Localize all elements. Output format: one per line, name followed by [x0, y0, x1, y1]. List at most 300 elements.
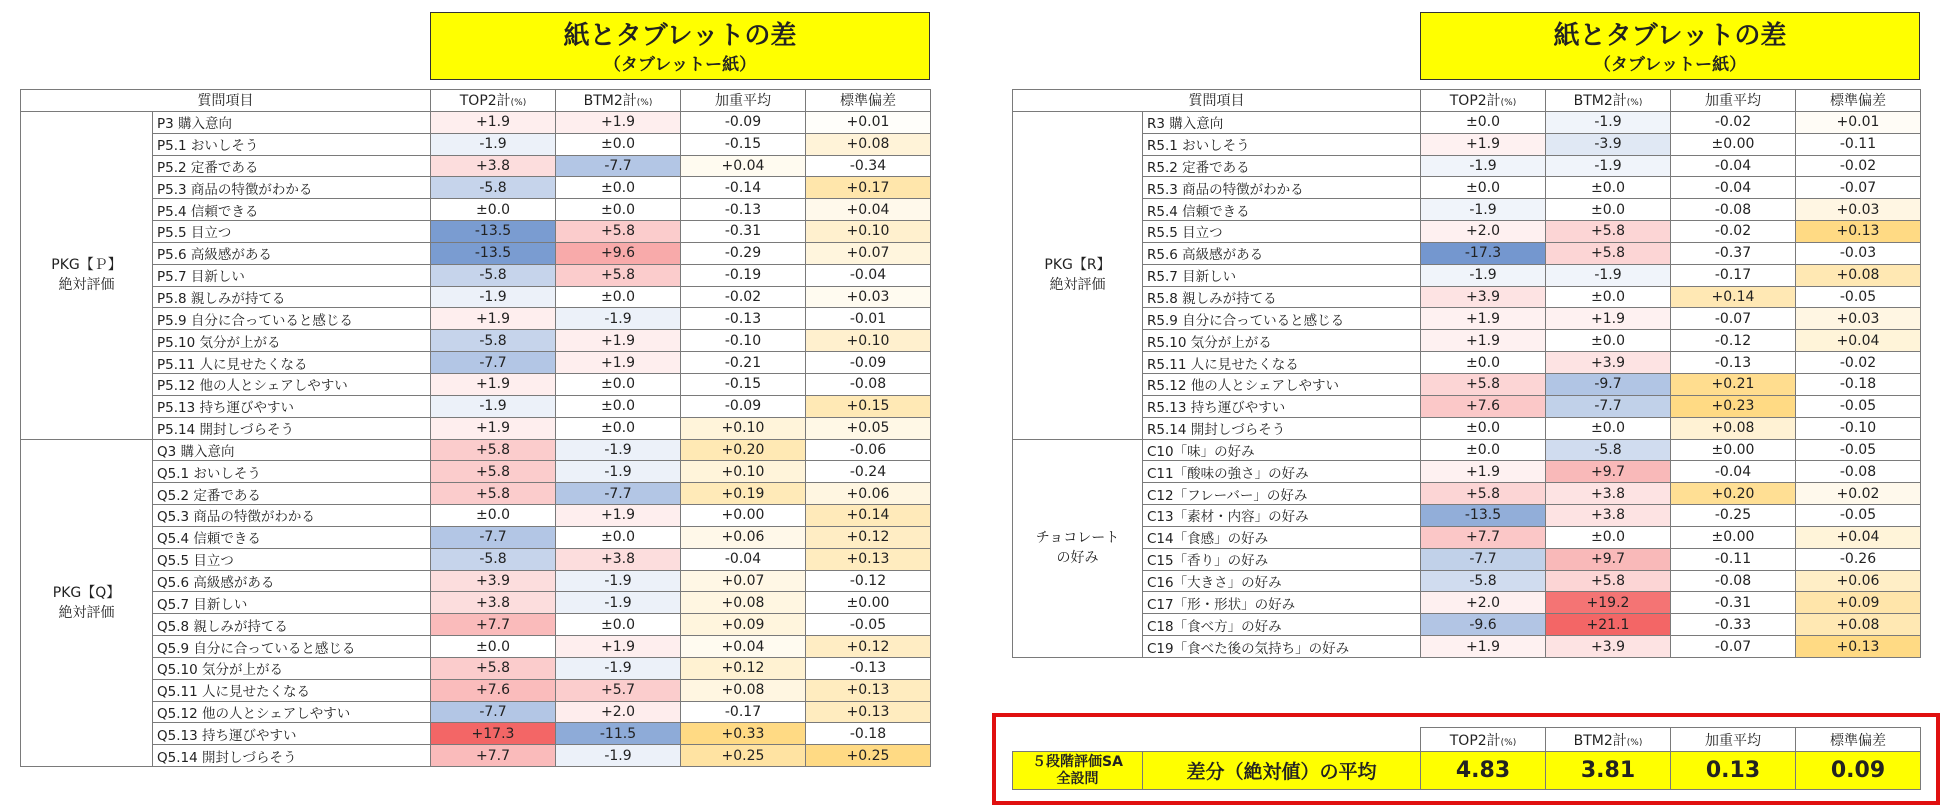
top2-cell: +1.9 — [1421, 636, 1546, 658]
question-item: P5.5 目立つ — [153, 221, 431, 243]
mean-cell: -0.37 — [1671, 242, 1796, 264]
sd-cell: -0.13 — [806, 657, 931, 679]
top2-cell: -1.9 — [1421, 155, 1546, 177]
table-row — [21, 133, 931, 155]
mean-cell: -0.33 — [1671, 614, 1796, 636]
question-item: C12「フレーバー」の好み — [1143, 483, 1421, 505]
question-item: Q5.6 高級感がある — [153, 570, 431, 592]
table-row — [1013, 417, 1921, 439]
sd-cell: +0.03 — [806, 286, 931, 308]
sd-cell: +0.12 — [806, 636, 931, 658]
question-item: R5.4 信頼できる — [1143, 199, 1421, 221]
top2-cell: -13.5 — [1421, 505, 1546, 527]
btm2-cell: +1.9 — [1546, 308, 1671, 330]
mean-cell: +0.08 — [1671, 417, 1796, 439]
mean-cell: ±0.00 — [1671, 526, 1796, 548]
table-row — [1013, 614, 1921, 636]
question-item: C13「素材・内容」の好み — [1143, 505, 1421, 527]
question-item: C17「形・形状」の好み — [1143, 592, 1421, 614]
sd-cell: +0.25 — [806, 745, 931, 767]
left-table — [20, 89, 931, 767]
btm2-cell: +2.0 — [556, 701, 681, 723]
table-row — [1013, 373, 1921, 395]
mean-cell: -0.15 — [681, 133, 806, 155]
btm2-cell: +5.8 — [1546, 570, 1671, 592]
btm2-cell: +19.2 — [1546, 592, 1671, 614]
btm2-cell: -1.9 — [556, 745, 681, 767]
sd-cell: +0.08 — [1796, 264, 1921, 286]
top2-cell: +1.9 — [431, 417, 556, 439]
table-row — [21, 264, 931, 286]
question-item: R3 購入意向 — [1143, 111, 1421, 133]
top2-cell: +3.8 — [431, 592, 556, 614]
sd-cell: -0.01 — [806, 308, 931, 330]
table-row — [1013, 286, 1921, 308]
btm2-cell: +3.8 — [1546, 505, 1671, 527]
question-item: Q5.7 目新しい — [153, 592, 431, 614]
btm2-cell: ±0.0 — [556, 133, 681, 155]
header-top2: TOP2計(%) — [431, 90, 556, 112]
question-item: C19「食べた後の気持ち」の好み — [1143, 636, 1421, 658]
header-mean: 加重平均 — [681, 90, 806, 112]
sd-cell: -0.04 — [806, 264, 931, 286]
question-item: Q3 購入意向 — [153, 439, 431, 461]
question-item: Q5.1 おいしそう — [153, 461, 431, 483]
table-row — [1013, 636, 1921, 658]
summary-empty-cell — [1143, 728, 1421, 752]
btm2-cell: -1.9 — [1546, 264, 1671, 286]
group-label: PKG【Ｐ】 絶対評価 — [21, 111, 153, 439]
question-item: R5.2 定番である — [1143, 155, 1421, 177]
top2-cell: +1.9 — [1421, 330, 1546, 352]
top2-cell: -5.8 — [431, 330, 556, 352]
table-row — [1013, 592, 1921, 614]
btm2-cell: +5.8 — [556, 264, 681, 286]
summary-header-top2: TOP2計(%) — [1421, 728, 1546, 752]
table-row — [21, 308, 931, 330]
top2-cell: -1.9 — [1421, 264, 1546, 286]
question-item: Q5.4 信頼できる — [153, 526, 431, 548]
mean-cell: -0.13 — [681, 199, 806, 221]
question-item: C15「香り」の好み — [1143, 548, 1421, 570]
mean-cell: -0.04 — [1671, 155, 1796, 177]
btm2-cell: ±0.0 — [556, 199, 681, 221]
btm2-cell: ±0.0 — [1546, 177, 1671, 199]
mean-cell: -0.17 — [681, 701, 806, 723]
mean-cell: -0.17 — [1671, 264, 1796, 286]
question-item: P5.11 人に見せたくなる — [153, 352, 431, 374]
mean-cell: -0.11 — [1671, 548, 1796, 570]
btm2-cell: +9.7 — [1546, 548, 1671, 570]
top2-cell: +7.6 — [431, 679, 556, 701]
table-row — [1013, 155, 1921, 177]
mean-cell: +0.12 — [681, 657, 806, 679]
table-row — [21, 526, 931, 548]
btm2-cell: +9.7 — [1546, 461, 1671, 483]
mean-cell: -0.04 — [1671, 461, 1796, 483]
sd-cell: -0.18 — [1796, 373, 1921, 395]
sd-cell: +0.08 — [1796, 614, 1921, 636]
table-row — [1013, 308, 1921, 330]
top2-cell: +1.9 — [431, 373, 556, 395]
mean-cell: -0.31 — [681, 221, 806, 243]
sd-cell: +0.13 — [806, 701, 931, 723]
top2-cell: +5.8 — [1421, 373, 1546, 395]
top2-cell: ±0.0 — [431, 636, 556, 658]
summary-table — [1012, 727, 1921, 790]
mean-cell: -0.31 — [1671, 592, 1796, 614]
header-sd: 標準偏差 — [1796, 90, 1921, 112]
mean-cell: -0.13 — [1671, 352, 1796, 374]
mean-cell: +0.14 — [1671, 286, 1796, 308]
summary-header-btm2: BTM2計(%) — [1546, 728, 1671, 752]
top2-cell: -7.7 — [431, 526, 556, 548]
sd-cell: +0.06 — [806, 483, 931, 505]
btm2-cell: -1.9 — [556, 570, 681, 592]
top2-cell: -9.6 — [1421, 614, 1546, 636]
sd-cell: +0.13 — [1796, 636, 1921, 658]
top2-cell: -1.9 — [431, 133, 556, 155]
table-row — [21, 330, 931, 352]
question-item: R5.1 おいしそう — [1143, 133, 1421, 155]
btm2-cell: -7.7 — [1546, 395, 1671, 417]
mean-cell: -0.13 — [681, 308, 806, 330]
summary-title: 差分（絶対値）の平均 — [1143, 752, 1421, 790]
question-item: R5.6 高級感がある — [1143, 242, 1421, 264]
mean-cell: -0.25 — [1671, 505, 1796, 527]
question-item: R5.3 商品の特徴がわかる — [1143, 177, 1421, 199]
top2-cell: -7.7 — [431, 352, 556, 374]
summary-header-sd: 標準偏差 — [1796, 728, 1921, 752]
top2-cell: +1.9 — [1421, 461, 1546, 483]
mean-cell: +0.25 — [681, 745, 806, 767]
summary-top2-value: 4.83 — [1421, 752, 1546, 790]
table-row — [21, 701, 931, 723]
btm2-cell: ±0.0 — [556, 373, 681, 395]
table-row — [1013, 505, 1921, 527]
btm2-cell: +3.8 — [1546, 483, 1671, 505]
sd-cell: +0.12 — [806, 526, 931, 548]
top2-cell: -7.7 — [1421, 548, 1546, 570]
table-row — [21, 155, 931, 177]
sd-cell: +0.04 — [1796, 526, 1921, 548]
top2-cell: +5.8 — [431, 657, 556, 679]
question-item: C16「大きさ」の好み — [1143, 570, 1421, 592]
sd-cell: -0.05 — [1796, 505, 1921, 527]
question-item: R5.13 持ち運びやすい — [1143, 395, 1421, 417]
table-row — [21, 745, 931, 767]
mean-cell: -0.02 — [1671, 221, 1796, 243]
question-item: Q5.3 商品の特徴がわかる — [153, 505, 431, 527]
mean-cell: -0.10 — [681, 330, 806, 352]
btm2-cell: +9.6 — [556, 242, 681, 264]
top2-cell: -5.8 — [431, 177, 556, 199]
right-table — [1012, 89, 1921, 658]
mean-cell: +0.07 — [681, 570, 806, 592]
top2-cell: -17.3 — [1421, 242, 1546, 264]
table-row — [21, 242, 931, 264]
header-row — [1013, 90, 1921, 112]
question-item: R5.10 気分が上がる — [1143, 330, 1421, 352]
top2-cell: +1.9 — [1421, 308, 1546, 330]
header-mean: 加重平均 — [1671, 90, 1796, 112]
btm2-cell: ±0.0 — [1546, 330, 1671, 352]
sd-cell: +0.15 — [806, 395, 931, 417]
btm2-cell: -9.7 — [1546, 373, 1671, 395]
btm2-cell: +5.8 — [1546, 221, 1671, 243]
header-item: 質問項目 — [21, 90, 431, 112]
question-item: Q5.8 親しみが持てる — [153, 614, 431, 636]
table-row — [1013, 111, 1921, 133]
table-row — [1013, 483, 1921, 505]
top2-cell: ±0.0 — [1421, 417, 1546, 439]
table-row — [21, 111, 931, 133]
mean-cell: +0.20 — [1671, 483, 1796, 505]
top2-cell: +3.9 — [1421, 286, 1546, 308]
top2-cell: +5.8 — [431, 461, 556, 483]
question-item: P5.10 気分が上がる — [153, 330, 431, 352]
summary-empty-cell — [1013, 728, 1143, 752]
summary-header-row — [1013, 728, 1921, 752]
sd-cell: +0.04 — [1796, 330, 1921, 352]
sd-cell: -0.02 — [1796, 155, 1921, 177]
mean-cell: -0.08 — [1671, 199, 1796, 221]
table-row — [21, 548, 931, 570]
header-sd: 標準偏差 — [806, 90, 931, 112]
table-row — [21, 286, 931, 308]
sd-cell: +0.17 — [806, 177, 931, 199]
mean-cell: -0.14 — [681, 177, 806, 199]
btm2-cell: -1.9 — [1546, 155, 1671, 177]
mean-cell: -0.07 — [1671, 308, 1796, 330]
top2-cell: +2.0 — [1421, 592, 1546, 614]
question-item: R5.9 自分に合っていると感じる — [1143, 308, 1421, 330]
table-row — [1013, 570, 1921, 592]
top2-cell: ±0.0 — [1421, 177, 1546, 199]
sd-cell: -0.05 — [1796, 439, 1921, 461]
top2-cell: +2.0 — [1421, 221, 1546, 243]
mean-cell: ±0.00 — [1671, 133, 1796, 155]
question-item: Q5.11 人に見せたくなる — [153, 679, 431, 701]
table-row — [21, 723, 931, 745]
sd-cell: +0.13 — [1796, 221, 1921, 243]
top2-cell: ±0.0 — [431, 199, 556, 221]
question-item: C10「味」の好み — [1143, 439, 1421, 461]
sd-cell: +0.01 — [1796, 111, 1921, 133]
table-row — [21, 199, 931, 221]
table-row — [1013, 461, 1921, 483]
top2-cell: -5.8 — [431, 548, 556, 570]
table-row — [1013, 330, 1921, 352]
table-row — [21, 461, 931, 483]
question-item: Q5.14 開封しづらそう — [153, 745, 431, 767]
table-row — [21, 221, 931, 243]
btm2-cell: -7.7 — [556, 155, 681, 177]
mean-cell: +0.09 — [681, 614, 806, 636]
top2-cell: ±0.0 — [1421, 352, 1546, 374]
question-item: P5.9 自分に合っていると感じる — [153, 308, 431, 330]
btm2-cell: +5.7 — [556, 679, 681, 701]
top2-cell: +3.8 — [431, 155, 556, 177]
table-row — [1013, 199, 1921, 221]
group-label: PKG【Q】 絶対評価 — [21, 439, 153, 767]
btm2-cell: -1.9 — [556, 308, 681, 330]
sd-cell: -0.11 — [1796, 133, 1921, 155]
mean-cell: -0.09 — [681, 111, 806, 133]
top2-cell: +1.9 — [431, 308, 556, 330]
table-row — [21, 614, 931, 636]
sd-cell: -0.02 — [1796, 352, 1921, 374]
top2-cell: -5.8 — [1421, 570, 1546, 592]
table-row — [1013, 242, 1921, 264]
top2-cell: +7.6 — [1421, 395, 1546, 417]
top2-cell: ±0.0 — [431, 505, 556, 527]
sd-cell: -0.05 — [806, 614, 931, 636]
table-row — [21, 439, 931, 461]
table-row — [21, 679, 931, 701]
question-item: Q5.10 気分が上がる — [153, 657, 431, 679]
btm2-cell: -1.9 — [556, 439, 681, 461]
header-item: 質問項目 — [1013, 90, 1421, 112]
top2-cell: +5.8 — [431, 439, 556, 461]
btm2-cell: ±0.0 — [556, 614, 681, 636]
btm2-cell: -7.7 — [556, 483, 681, 505]
sd-cell: +0.13 — [806, 548, 931, 570]
summary-sd-value: 0.09 — [1796, 752, 1921, 790]
sd-cell: +0.10 — [806, 330, 931, 352]
question-item: P5.8 親しみが持てる — [153, 286, 431, 308]
sd-cell: -0.07 — [1796, 177, 1921, 199]
mean-cell: +0.19 — [681, 483, 806, 505]
mean-cell: +0.23 — [1671, 395, 1796, 417]
question-item: P5.7 目新しい — [153, 264, 431, 286]
btm2-cell: +5.8 — [556, 221, 681, 243]
btm2-cell: +1.9 — [556, 111, 681, 133]
question-item: P5.2 定番である — [153, 155, 431, 177]
question-item: P5.3 商品の特徴がわかる — [153, 177, 431, 199]
group-label: チョコレート の好み — [1013, 439, 1143, 657]
question-item: R5.5 目立つ — [1143, 221, 1421, 243]
sd-cell: +0.09 — [1796, 592, 1921, 614]
question-item: Q5.12 他の人とシェアしやすい — [153, 701, 431, 723]
top2-cell: -1.9 — [431, 286, 556, 308]
header-row — [21, 90, 931, 112]
top2-cell: -7.7 — [431, 701, 556, 723]
table-row — [21, 417, 931, 439]
sd-cell: -0.34 — [806, 155, 931, 177]
btm2-cell: +1.9 — [556, 352, 681, 374]
sd-cell: -0.08 — [1796, 461, 1921, 483]
question-item: P5.12 他の人とシェアしやすい — [153, 373, 431, 395]
mean-cell: -0.02 — [1671, 111, 1796, 133]
sd-cell: +0.08 — [806, 133, 931, 155]
summary-header-mean: 加重平均 — [1671, 728, 1796, 752]
table-row — [1013, 177, 1921, 199]
table-row — [21, 177, 931, 199]
summary-btm2-value: 3.81 — [1546, 752, 1671, 790]
sd-cell: +0.04 — [806, 199, 931, 221]
btm2-cell: +5.8 — [1546, 242, 1671, 264]
table-row — [21, 592, 931, 614]
mean-cell: +0.08 — [681, 679, 806, 701]
table-row — [1013, 352, 1921, 374]
btm2-cell: ±0.0 — [1546, 199, 1671, 221]
mean-cell: ±0.00 — [1671, 439, 1796, 461]
sd-cell: +0.02 — [1796, 483, 1921, 505]
btm2-cell: ±0.0 — [1546, 417, 1671, 439]
summary-value-row — [1013, 752, 1921, 790]
mean-cell: +0.33 — [681, 723, 806, 745]
question-item: Q5.13 持ち運びやすい — [153, 723, 431, 745]
question-item: P5.14 開封しづらそう — [153, 417, 431, 439]
right-banner-title: 紙とタブレットの差 — [1553, 21, 1787, 51]
sd-cell: +0.03 — [1796, 199, 1921, 221]
btm2-cell: -3.9 — [1546, 133, 1671, 155]
table-row — [1013, 548, 1921, 570]
sd-cell: +0.10 — [806, 221, 931, 243]
table-row — [21, 352, 931, 374]
mean-cell: -0.02 — [681, 286, 806, 308]
mean-cell: -0.09 — [681, 395, 806, 417]
mean-cell: +0.08 — [681, 592, 806, 614]
mean-cell: +0.06 — [681, 526, 806, 548]
question-item: R5.14 開封しづらそう — [1143, 417, 1421, 439]
top2-cell: +17.3 — [431, 723, 556, 745]
sd-cell: -0.24 — [806, 461, 931, 483]
table-row — [1013, 133, 1921, 155]
mean-cell: -0.19 — [681, 264, 806, 286]
left-banner-title: 紙とタブレットの差 — [563, 21, 797, 51]
question-item: R5.11 人に見せたくなる — [1143, 352, 1421, 374]
mean-cell: +0.21 — [1671, 373, 1796, 395]
table-row — [1013, 526, 1921, 548]
btm2-cell: +21.1 — [1546, 614, 1671, 636]
top2-cell: +7.7 — [431, 614, 556, 636]
mean-cell: +0.04 — [681, 636, 806, 658]
table-row — [1013, 439, 1921, 461]
table-row — [1013, 264, 1921, 286]
top2-cell: +3.9 — [431, 570, 556, 592]
top2-cell: ±0.0 — [1421, 439, 1546, 461]
btm2-cell: +3.9 — [1546, 636, 1671, 658]
btm2-cell: +1.9 — [556, 330, 681, 352]
sd-cell: -0.18 — [806, 723, 931, 745]
sd-cell: -0.06 — [806, 439, 931, 461]
sd-cell: -0.26 — [1796, 548, 1921, 570]
mean-cell: -0.04 — [1671, 177, 1796, 199]
mean-cell: +0.04 — [681, 155, 806, 177]
question-item: Q5.2 定番である — [153, 483, 431, 505]
sd-cell: -0.08 — [806, 373, 931, 395]
btm2-cell: +1.9 — [556, 505, 681, 527]
mean-cell: -0.08 — [1671, 570, 1796, 592]
right-banner — [1420, 12, 1920, 80]
top2-cell: +1.9 — [1421, 133, 1546, 155]
top2-cell: +1.9 — [431, 111, 556, 133]
mean-cell: -0.29 — [681, 242, 806, 264]
mean-cell: +0.10 — [681, 417, 806, 439]
sd-cell: +0.07 — [806, 242, 931, 264]
question-item: R5.7 目新しい — [1143, 264, 1421, 286]
btm2-cell: ±0.0 — [556, 417, 681, 439]
header-btm2: BTM2計(%) — [556, 90, 681, 112]
left-banner — [430, 12, 930, 80]
mean-cell: -0.12 — [1671, 330, 1796, 352]
btm2-cell: +1.9 — [556, 636, 681, 658]
header-btm2: BTM2計(%) — [1546, 90, 1671, 112]
sd-cell: -0.10 — [1796, 417, 1921, 439]
sd-cell: -0.09 — [806, 352, 931, 374]
